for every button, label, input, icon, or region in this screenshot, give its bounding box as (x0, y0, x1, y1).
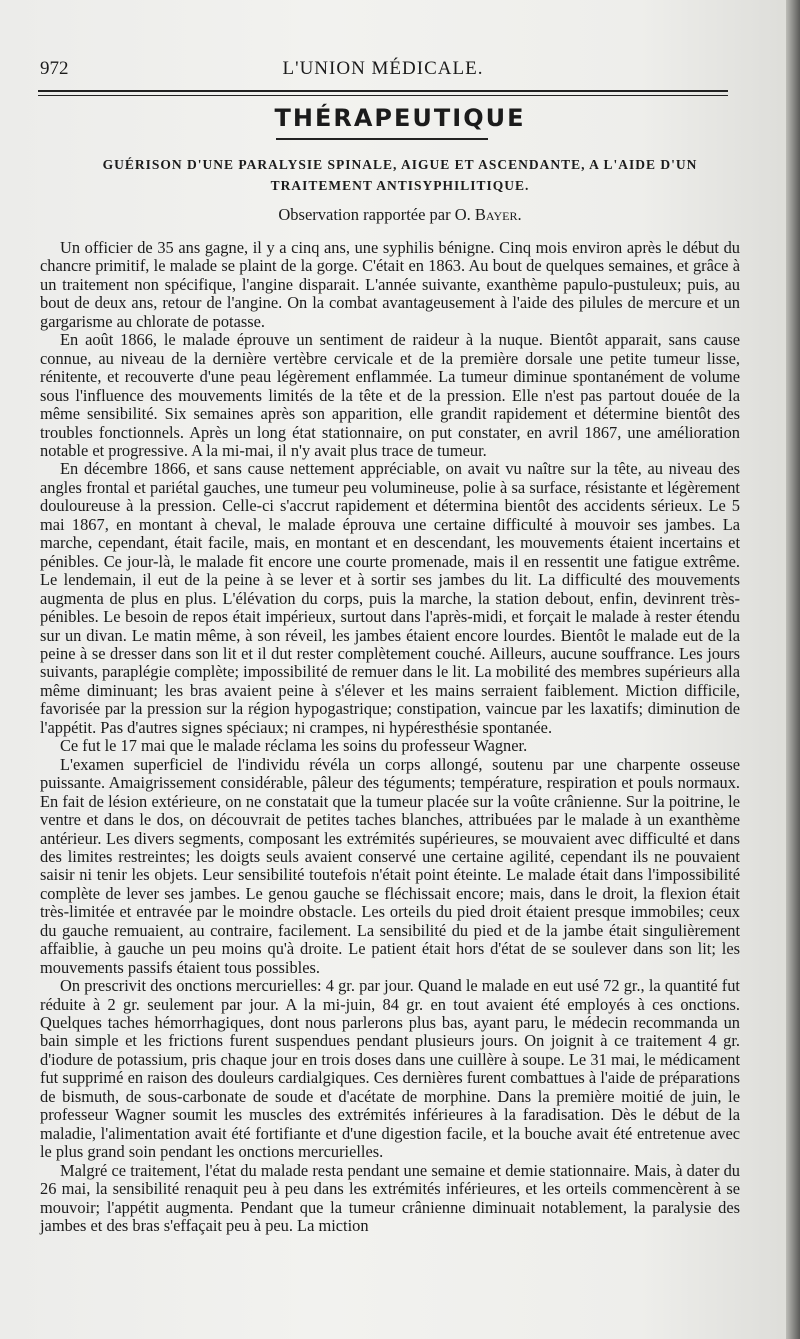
article-title: GUÉRISON D'UNE PARALYSIE SPINALE, AIGUE ET ASCENDANTE, A L'AIDE D'UN TRAITEMENT ANTISYPHILITIQUE. (102, 157, 698, 193)
observation-author: Bayer. (474, 205, 522, 224)
section-title-rule (276, 138, 488, 140)
paragraph: On prescrivit des onctions mercurielles: 4 gr. par jour. Quand le malade en eut usé 72 gr., la quantité fut réduite à 2 gr. seulement par jour. A la mi-juin, 84 gr. en tout avaient été employés à ces onctions. Quelques taches hémorrhagiques, dont nous parlerons plus bas, ayant paru, le médecin recommanda un bain simple et les frictions furent suspendues pendant plusieurs jours. On joignit à ce traitement 4 gr. d'iodure de potassium, pris chaque jour en trois doses dans une cuillère à soupe. Le 31 mai, le médicament fut supprimé en raison des douleurs cardialgiques. Ces dernières furent combattues à l'aide de préparations de bismuth, de sous-carbonate de soude et d'acétate de morphine. Dans la première moitié de juin, le professeur Wagner soumit les muscles des extrémités inférieures à la faradisation. Dès le début de la maladie, l'alimentation avait été fortifiante et d'une digestion facile, et la bouche avait été entretenue avec le plus grand soin pendant les onctions mercurielles. (40, 976, 740, 1162)
page-edge-shadow (786, 0, 800, 1339)
paragraph: En août 1866, le malade éprouve un sentiment de raideur à la nuque. Bientôt apparait, sans cause connue, au niveau de la dernière vertèbre cervicale et de la première dorsale une petite tumeur lisse, rénitente, et recouverte d'une peau légèrement enflammée. La tumeur diminue spontanément de volume sous l'influence des mouvements limités de la tête et de la pression. Elle n'est pas partout douée de la même sensibilité. Six semaines après son apparition, elle grandit rapidement et détermine bientôt des troubles fonctionnels. Après un long état stationnaire, on put constater, en avril 1867, une amélioration notable et progressive. A la mi-mai, il n'y avait plus trace de tumeur. (40, 330, 740, 460)
paragraph: L'examen superficiel de l'individu révéla un corps allongé, soutenu par une charpente osseuse puissante. Amaigrissement considérable, pâleur des téguments; température, respiration et pouls normaux. En fait de lésion extérieure, on ne constatait que la tumeur placée sur la voûte crânienne. Sur la poitrine, le ventre et dans le dos, on découvrait de petites taches blanches, attribuées par le malade à un exanthème antérieur. Les divers segments, composant les extrémités supérieures, se mouvaient avec difficulté et dans des limites restreintes; les doigts seuls avaient conservé une certaine agilité, cependant ils ne pouvaient saisir ni tenir les objets. Leur sensibilité toutefois n'était point éteinte. Le malade était dans l'impossibilité complète de lever ses jambes. Le genou gauche se fléchissait encore; mais, dans le droit, la flexion était très-limitée et entravée par le moindre obstacle. Les orteils du pied droit étaient presque immobiles; ceux du gauche remuaient, au contraire, facilement. La sensibilité du pied et de la jambe était singulièrement affaiblie, à gauche un peu moins qu'à droite. Le patient était hors d'état de se soulever dans son lit; les mouvements passifs étaient tous possibles. (40, 754, 740, 977)
paragraph: Malgré ce traitement, l'état du malade resta pendant une semaine et demie stationnaire. Mais, à dater du 26 mai, la sensibilité renaquit peu à peu dans les extrémités inférieures, et les orteils commencèrent à se mouvoir; l'appétit augmenta. Pendant que la tumeur crânienne diminuait notablement, la paralysie des jambes et des bras s'effaçait peu à peu. La miction (40, 1160, 740, 1236)
paragraph: Ce fut le 17 mai que le malade réclama les soins du professeur Wagner. (60, 736, 528, 756)
header-rule-thin (38, 95, 728, 96)
header-rule (38, 90, 728, 92)
article-body (40, 239, 740, 1235)
section-title: THÉRAPEUTIQUE (274, 104, 526, 132)
journal-title: L'UNION MÉDICALE. (282, 58, 484, 79)
page-number: 972 (40, 58, 69, 79)
observation-prefix: Observation rapportée par O. (278, 205, 471, 224)
observation-byline (0, 205, 800, 225)
paragraph: En décembre 1866, et sans cause nettement appréciable, on avait vu naître sur la tête, au niveau des angles frontal et pariétal gauches, une tumeur peu volumineuse, polie à sa surface, résistante et légèrement douloureuse à la pression. Celle-ci s'accrut rapidement et détermina bientôt des accidents sérieux. Le 5 mai 1867, en montant à cheval, le malade éprouva une certaine difficulté à mouvoir ses jambes. La marche, cependant, était facile, mais, en montant et en descendant, les mouvements étaient incertains et pénibles. Ce jour-là, le malade fit encore une courte promenade, mais il en ressentit une fatigue extrême. Le lendemain, il eut de la peine à se lever et à sortir ses jambes du lit. La difficulté des mouvements augmenta de plus en plus. L'élévation du corps, puis la marche, la station debout, enfin, devinrent très-pénibles. Le besoin de repos était impérieux, surtout dans l'après-midi, et forçait le malade à rester étendu sur un divan. Le matin même, à son réveil, les jambes étaient encore lourdes. Bientôt le malade eut de la peine à se dresser dans son lit et il dut rester complètement couché. Ailleurs, aucune souffrance. Les jours suivants, paraplégie complète; impossibilité de remuer dans le lit. La mobilité des membres supérieurs alla même diminuant; les bras avaient peine à s'élever et les mains serraient faiblement. Miction difficile, favorisée par la pression sur la région hypogastrique; constipation, vaincue par les laxatifs; diminution de l'appétit. Pas d'autres signes spéciaux; ni crampes, ni hypéresthésie spontanée. (40, 459, 740, 737)
running-header (38, 58, 728, 86)
paragraph: Un officier de 35 ans gagne, il y a cinq ans, une syphilis bénigne. Cinq mois environ après le début du chancre primitif, le malade se plaint de la gorge. C'était en 1863. Au bout de quelques semaines, et grâce à un traitement non spécifique, l'angine disparait. L'année suivante, exanthème papulo-pustuleux; puis, au bout de deux ans, retour de l'angine. On la combat avantageusement à l'aide des pilules de mercure et un gargarisme au chlorate de potasse. (40, 238, 740, 331)
